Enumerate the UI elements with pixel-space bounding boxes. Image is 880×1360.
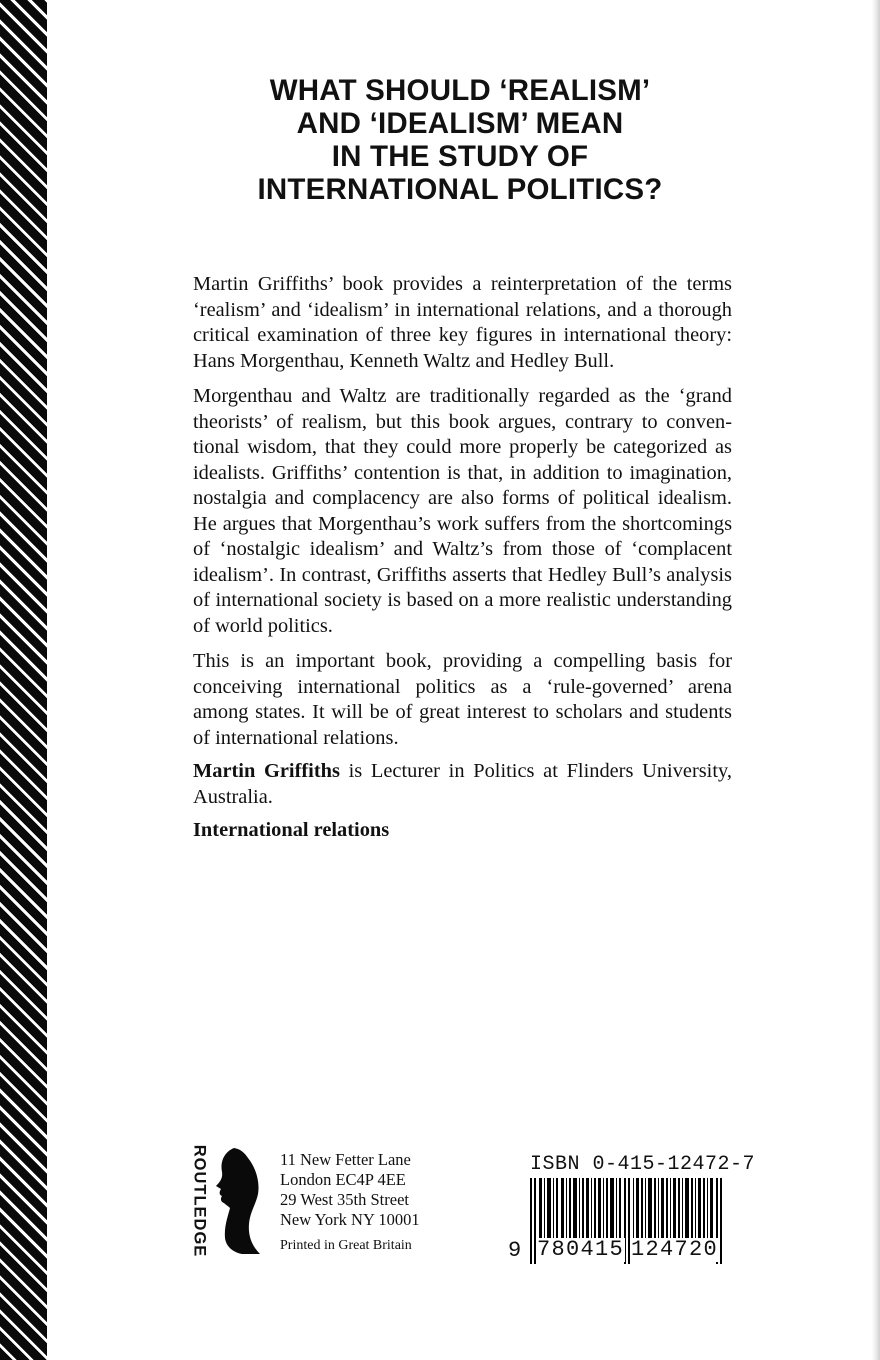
logo-wordmark: ROUTLEDGE: [190, 1144, 209, 1258]
author-bio-text: is Lecturer in Politics at Flinders University, Australia.: [193, 760, 732, 808]
title-line-2: AND ‘IDEALISM’ MEAN: [296, 107, 624, 140]
isbn-label: ISBN 0-415-12472-7: [530, 1153, 756, 1176]
ean-right-digits: 124720: [631, 1237, 719, 1262]
cover-title: [160, 74, 760, 206]
author-name: Martin Griffiths: [193, 760, 340, 782]
publisher-logo: [186, 1146, 266, 1256]
address-line-3: 29 West 35th Street: [280, 1190, 409, 1209]
title-line-1: WHAT SHOULD ‘REALISM’: [269, 74, 651, 107]
blurb: [193, 272, 732, 854]
author-bio: [193, 759, 732, 810]
page-edge-shadow: [872, 0, 880, 1360]
profile-silhouette-icon: [212, 1146, 264, 1256]
address-line-1: 11 New Fetter Lane: [280, 1150, 411, 1169]
title-line-3: IN THE STUDY OF: [331, 140, 589, 173]
blurb-paragraph-1: Martin Griffiths’ book provides a reinterpretation of the terms ‘realism’ and ‘idealism’ in international relations, and a thorough critical examination of three key figures in international theory: Hans Morgenthau, Kenneth Waltz and Hedley Bull.: [193, 273, 732, 372]
title-line-4: INTERNATIONAL POLITICS?: [257, 173, 663, 206]
blurb-paragraph-3: This is an important book, providing a compelling basis for conceiving international politics as a ‘rule-governed’ arena among states. It will be of great interest to scholars and students of international relations.: [193, 650, 732, 749]
decorative-spine-pattern: [0, 0, 47, 1360]
ean-first-digit: 9: [508, 1238, 522, 1263]
blurb-paragraph-2: Morgenthau and Waltz are traditionally regarded as the ‘grand theorists’ of realism, but this book argues, contrary to conventional wisdom, that they could more properly be categorized as idealists. Griffiths’ contention is that, in addition to imagination, nostalgia and complacency are also forms of political idealism. He argues that Morgenthau’s work suffers from the shortcomings of ‘nostalgic idealism’ and Waltz’s from those of ‘complacent idealism’. In contrast, Griffiths asserts that Hedley Bull’s analysis of international society is based on a more realistic understanding of world politics.: [193, 385, 732, 637]
printed-in: Printed in Great Britain: [280, 1238, 412, 1253]
address-line-2: London EC4P 4EE: [280, 1170, 406, 1189]
address-line-4: New York NY 10001: [280, 1210, 420, 1229]
publisher-address: [280, 1150, 500, 1256]
ean-left-digits: 780415: [537, 1237, 625, 1262]
subject-category: International relations: [193, 819, 390, 841]
isbn-barcode-block: [508, 1153, 756, 1264]
